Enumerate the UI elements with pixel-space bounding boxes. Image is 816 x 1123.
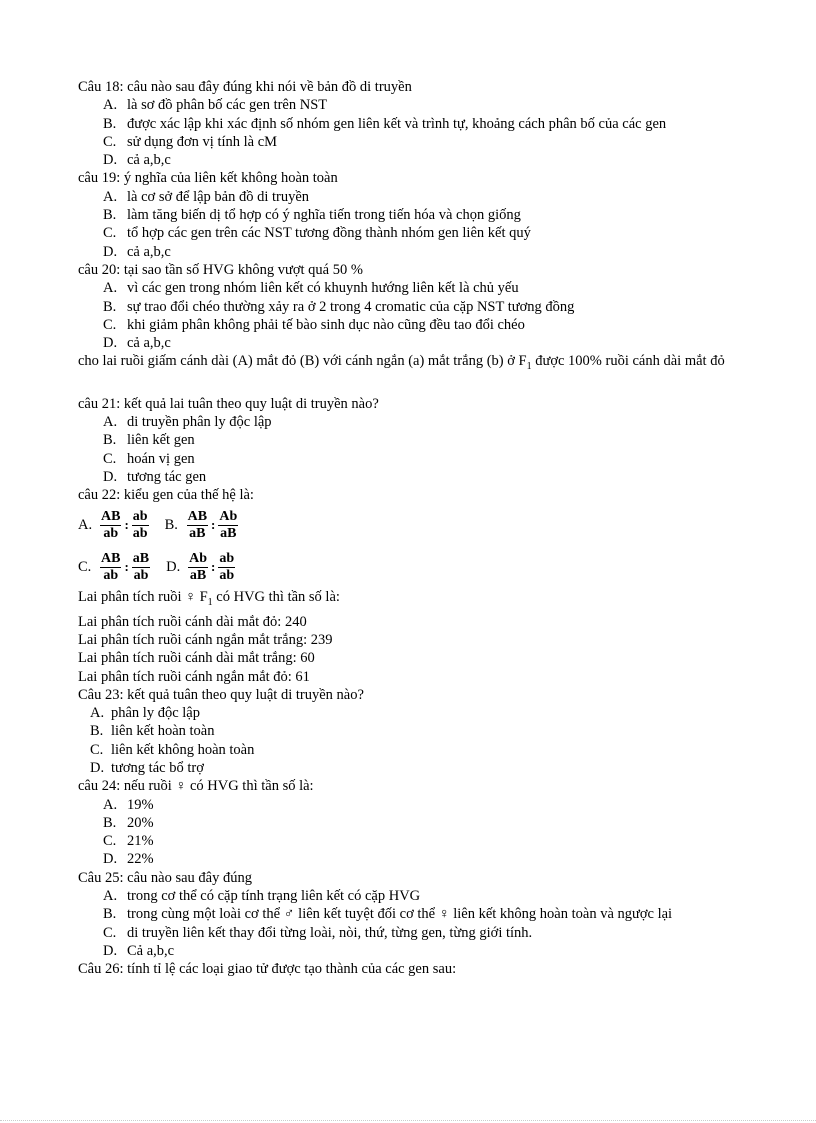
option-text: vì các gen trong nhóm liên kết có khuynh hướng liên kết là chủ yếu xyxy=(127,280,519,297)
cross-text-part2: được 100% ruồi cánh dài mắt đỏ xyxy=(531,353,725,370)
option-letter: D. xyxy=(90,759,105,776)
option-letter: D. xyxy=(103,851,118,868)
denominator: aB xyxy=(189,525,206,541)
q24-option-a xyxy=(78,796,748,814)
option-text: là cơ sở để lập bản đồ di truyền xyxy=(127,188,310,205)
option-text: cả a,b,c xyxy=(127,335,171,352)
numerator: Ab xyxy=(219,508,238,524)
page-bottom-divider xyxy=(0,1120,816,1121)
option-letter: C. xyxy=(103,924,117,941)
option-text: 22% xyxy=(127,851,154,868)
denominator: ab xyxy=(219,567,235,583)
option-text: di truyền phân ly độc lập xyxy=(127,413,272,430)
q23-option-d xyxy=(78,759,748,777)
option-text: sử dụng đơn vị tính là cM xyxy=(127,133,278,150)
ratio-separator: : xyxy=(124,517,129,533)
denominator: ab xyxy=(132,525,148,541)
option-letter: A. xyxy=(103,188,118,205)
question-21-title: câu 21: kết quả lai tuân theo quy luật di truyền nào? xyxy=(78,395,379,412)
option-letter: A. xyxy=(103,280,118,297)
option-letter: B. xyxy=(164,516,178,533)
q25-option-a xyxy=(78,887,748,905)
numerator: ab xyxy=(219,550,235,566)
option-text: hoán vị gen xyxy=(127,450,195,467)
question-22-title: câu 22: kiểu gen của thế hệ là: xyxy=(78,487,254,504)
denominator: aB xyxy=(189,567,207,583)
denominator: ab xyxy=(103,525,119,541)
option-text: 19% xyxy=(127,796,154,813)
genotype-fraction xyxy=(218,551,235,584)
question-20-title: câu 20: tại sao tần số HVG không vượt quá 50 % xyxy=(78,261,363,278)
option-text: là sơ đồ phân bố các gen trên NST xyxy=(127,97,328,114)
q23-option-c xyxy=(78,741,748,759)
denominator: ab xyxy=(133,567,149,583)
option-text: làm tăng biến dị tổ hợp có ý nghĩa tiến trong tiến hóa và chọn giống xyxy=(127,207,521,224)
q21-option-d xyxy=(78,468,748,486)
question-24-title: câu 24: nếu ruồi ♀ có HVG thì tần số là: xyxy=(78,778,314,795)
option-text: tương tác gen xyxy=(127,468,207,485)
q22-options-row-1 xyxy=(78,504,748,546)
genotype-fraction xyxy=(100,509,121,542)
genotype-fraction xyxy=(187,509,208,542)
q18-option-c xyxy=(78,133,748,151)
denominator: aB xyxy=(220,525,237,541)
option-text: liên kết hoàn toàn xyxy=(111,723,215,740)
f-subscript: 1 xyxy=(526,361,532,373)
question-26-title: Câu 26: tính tỉ lệ các loại giao tử được tạo thành của các gen sau: xyxy=(78,961,457,978)
option-letter: C. xyxy=(103,225,117,242)
q24-option-d xyxy=(78,850,748,868)
document-page xyxy=(78,78,748,979)
option-text: 21% xyxy=(127,833,154,850)
option-text: trong cùng một loài cơ thể ♂ liên kết tuyệt đối cơ thể ♀ liên kết không hoàn toàn và ngược lại xyxy=(127,906,673,923)
cross-description xyxy=(78,352,743,376)
option-letter: B. xyxy=(103,207,117,224)
option-text: phân ly độc lập xyxy=(111,705,200,722)
q23-option-b xyxy=(78,722,748,740)
option-letter: D. xyxy=(166,558,181,575)
numerator: AB xyxy=(187,508,208,524)
genotype-fraction xyxy=(132,509,149,542)
option-letter: B. xyxy=(103,906,117,923)
option-letter: A. xyxy=(78,516,93,533)
option-letter: C. xyxy=(90,741,104,758)
option-text: liên kết gen xyxy=(127,432,195,449)
numerator: aB xyxy=(132,550,150,566)
ratio-separator: : xyxy=(124,559,129,575)
option-letter: D. xyxy=(103,243,118,260)
option-letter: D. xyxy=(103,152,118,169)
q25-option-c xyxy=(78,924,748,942)
q20-option-c xyxy=(78,316,748,334)
numerator: AB xyxy=(101,508,121,524)
option-text: cả a,b,c xyxy=(127,152,171,169)
q18-option-b xyxy=(78,115,727,133)
genotype-fraction xyxy=(100,551,121,584)
q18-option-a xyxy=(78,96,748,114)
q19-option-d xyxy=(78,243,748,261)
option-text: di truyền liên kết thay đổi từng loài, nòi, thứ, từng gen, từng giới tính. xyxy=(127,924,533,941)
option-letter: A. xyxy=(90,705,105,722)
option-text: 20% xyxy=(127,814,154,831)
option-letter: A. xyxy=(103,888,118,905)
cross-text-part1: cho lai ruồi giấm cánh dài (A) mắt đỏ (B) với cánh ngắn (a) mắt trắng (b) ở F xyxy=(78,353,527,370)
option-letter: D. xyxy=(103,335,118,352)
numerator: Ab xyxy=(189,550,208,566)
question-18-title: Câu 18: câu nào sau đây đúng khi nói về bản đồ di truyền xyxy=(78,79,412,95)
test-cross-result: Lai phân tích ruồi cánh ngắn mắt đỏ: 61 xyxy=(78,668,310,685)
option-text: liên kết không hoàn toàn xyxy=(111,741,255,758)
ratio-separator: : xyxy=(211,559,216,575)
genotype-fraction xyxy=(218,509,238,542)
numerator: AB xyxy=(101,550,121,566)
blank-line xyxy=(78,377,748,395)
q19-option-a xyxy=(78,188,748,206)
q24-option-c xyxy=(78,832,748,850)
option-letter: B. xyxy=(103,814,117,831)
option-letter: A. xyxy=(103,413,118,430)
q18-option-d xyxy=(78,151,748,169)
option-text: trong cơ thể có cặp tính trạng liên kết có cặp HVG xyxy=(127,888,421,905)
q22-options-row-2 xyxy=(78,546,748,588)
option-text: tổ hợp các gen trên các NST tương đồng thành nhóm gen liên kết quý xyxy=(127,225,531,242)
option-text: khi giảm phân không phải tế bào sinh dục nào cũng đều tao đổi chéo xyxy=(127,316,525,333)
test-cross-result: Lai phân tích ruồi cánh dài mắt đỏ: 240 xyxy=(78,613,307,630)
option-letter: C. xyxy=(78,558,92,575)
question-25-title: Câu 25: câu nào sau đây đúng xyxy=(78,869,252,886)
q25-option-d xyxy=(78,942,748,960)
option-letter: C. xyxy=(103,450,117,467)
q20-option-a xyxy=(78,279,748,297)
denominator: ab xyxy=(103,567,119,583)
question-23-title: Câu 23: kết quả tuân theo quy luật di truyền nào? xyxy=(78,686,364,703)
option-letter: A. xyxy=(103,796,118,813)
f-subscript: 1 xyxy=(207,597,213,609)
option-text: cả a,b,c xyxy=(127,243,171,260)
option-letter: B. xyxy=(90,723,104,740)
option-text: Cả a,b,c xyxy=(127,942,175,959)
option-letter: B. xyxy=(103,298,117,315)
q20-option-b xyxy=(78,298,748,316)
option-text: sự trao đổi chéo thường xảy ra ở 2 trong 4 cromatic của cặp NST tương đồng xyxy=(127,298,575,315)
q21-option-b xyxy=(78,431,748,449)
option-text: tương tác bổ trợ xyxy=(111,759,204,776)
genotype-fraction xyxy=(188,551,208,584)
q21-option-c xyxy=(78,450,748,468)
genotype-fraction xyxy=(132,551,150,584)
ratio-separator: : xyxy=(211,517,216,533)
q19-option-b xyxy=(78,206,748,224)
option-letter: A. xyxy=(103,97,118,114)
test-cross-intro xyxy=(78,588,748,612)
question-19-title: câu 19: ý nghĩa của liên kết không hoàn toàn xyxy=(78,170,338,187)
q23-option-a xyxy=(78,704,748,722)
q25-option-b xyxy=(78,905,727,923)
test-cross-result: Lai phân tích ruồi cánh ngắn mắt trắng: 239 xyxy=(78,631,333,648)
q24-option-b xyxy=(78,814,748,832)
option-letter: C. xyxy=(103,316,117,333)
option-letter: D. xyxy=(103,468,118,485)
numerator: ab xyxy=(132,508,148,524)
option-letter: B. xyxy=(103,115,117,132)
option-letter: C. xyxy=(103,133,117,150)
q20-option-d xyxy=(78,334,748,352)
intro-part2: có HVG thì tần số là: xyxy=(212,589,340,606)
option-letter: D. xyxy=(103,942,118,959)
test-cross-result: Lai phân tích ruồi cánh dài mắt trắng: 60 xyxy=(78,650,315,667)
option-text: được xác lập khi xác định số nhóm gen liên kết và trình tự, khoảng cách phân bố của các gen xyxy=(127,115,667,132)
option-letter: C. xyxy=(103,833,117,850)
option-letter: B. xyxy=(103,432,117,449)
q21-option-a xyxy=(78,413,748,431)
q19-option-c xyxy=(78,224,748,242)
intro-part1: Lai phân tích ruồi ♀ F xyxy=(78,589,208,606)
